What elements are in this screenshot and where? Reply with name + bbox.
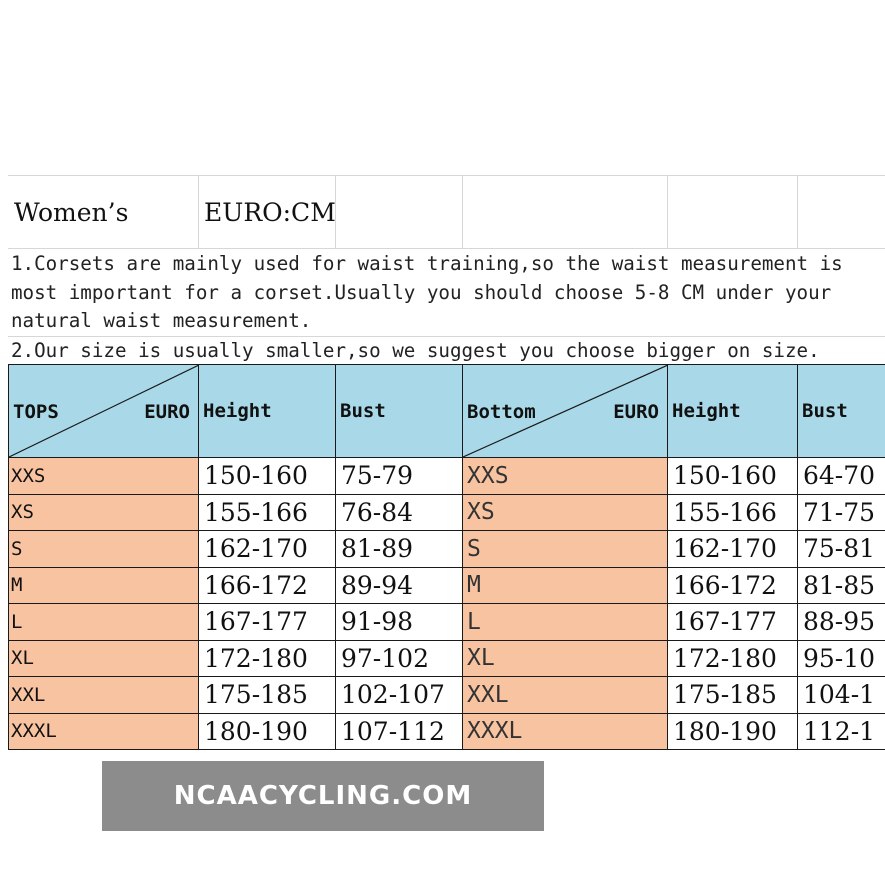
- height-cell: 155-166: [199, 494, 336, 531]
- bottom-size-cell: M: [463, 567, 668, 604]
- bottom-height-cell: 175-185: [668, 677, 798, 714]
- size-table: [8, 364, 885, 750]
- table-row: [9, 458, 885, 495]
- height-header: Height: [199, 365, 336, 458]
- bottom-height-cell: 180-190: [668, 713, 798, 750]
- table-row: [9, 640, 885, 677]
- bottom-height-cell: 172-180: [668, 640, 798, 677]
- size-cell: XS: [9, 494, 199, 531]
- bust-cell: 81-89: [336, 531, 463, 568]
- bust-cell: 91-98: [336, 604, 463, 641]
- table-row: [9, 604, 885, 641]
- tops-label: TOPS: [13, 401, 59, 423]
- height-cell: 166-172: [199, 567, 336, 604]
- size-cell: XXXL: [9, 713, 199, 750]
- size-cell: XL: [9, 640, 199, 677]
- note1-line2: most important for a corset.Usually you should choose 5-8 CM under your: [11, 280, 832, 304]
- bottom-height-cell: 162-170: [668, 531, 798, 568]
- size-cell: XXS: [9, 458, 199, 495]
- note1-line3: natural waist measurement.: [11, 309, 312, 332]
- tops-euro-header: [9, 365, 199, 458]
- height-cell: 162-170: [199, 531, 336, 568]
- height-header-bottom: Height: [668, 365, 798, 458]
- table-row: [9, 494, 885, 531]
- bust-cell: 75-79: [336, 458, 463, 495]
- bottom-size-cell: XL: [463, 640, 668, 677]
- bottom-bust-cell: 81-85: [798, 567, 885, 604]
- table-row: [9, 713, 885, 750]
- bottom-size-cell: XS: [463, 494, 668, 531]
- bust-cell: 107-112: [336, 713, 463, 750]
- note-waist-training: [8, 249, 885, 337]
- unit-label: EURO:CM: [204, 198, 336, 227]
- bottom-bust-cell: 104-1: [798, 677, 885, 714]
- bottom-label: Bottom: [467, 401, 536, 423]
- bottom-bust-cell: 88-95: [798, 604, 885, 641]
- bottom-height-cell: 150-160: [668, 458, 798, 495]
- bottom-size-cell: S: [463, 531, 668, 568]
- bottom-size-cell: XXXL: [463, 713, 668, 750]
- bottom-size-cell: L: [463, 604, 668, 641]
- size-cell: S: [9, 531, 199, 568]
- table-header-row: [9, 365, 885, 458]
- watermark-text: NCAACYCLING.COM: [173, 781, 473, 811]
- note-size-advice: 2.Our size is usually smaller,so we suggest you choose bigger on size.: [11, 339, 820, 362]
- bottom-bust-cell: 112-1: [798, 713, 885, 750]
- height-cell: 180-190: [199, 713, 336, 750]
- bottom-bust-cell: 75-81: [798, 531, 885, 568]
- bottom-size-cell: XXS: [463, 458, 668, 495]
- watermark-banner: [102, 761, 544, 831]
- bust-header-bottom: Bust: [798, 365, 885, 458]
- size-cell: L: [9, 604, 199, 641]
- table-row: [9, 567, 885, 604]
- size-chart-sheet: [8, 175, 885, 746]
- note1-line1: 1.Corsets are mainly used for waist training,so the waist measurement is: [11, 252, 843, 275]
- height-cell: 175-185: [199, 677, 336, 714]
- bust-cell: 76-84: [336, 494, 463, 531]
- bust-cell: 97-102: [336, 640, 463, 677]
- bottom-euro-header: [463, 365, 668, 458]
- bottom-size-cell: XXL: [463, 677, 668, 714]
- size-cell: XXL: [9, 677, 199, 714]
- height-cell: 150-160: [199, 458, 336, 495]
- bottom-height-cell: 167-177: [668, 604, 798, 641]
- bust-header: Bust: [336, 365, 463, 458]
- bust-cell: 102-107: [336, 677, 463, 714]
- bottom-bust-cell: 64-70: [798, 458, 885, 495]
- height-cell: 167-177: [199, 604, 336, 641]
- table-row: [9, 677, 885, 714]
- size-cell: M: [9, 567, 199, 604]
- title-row: [8, 175, 885, 249]
- bottom-euro-label: EURO: [613, 401, 659, 423]
- table-row: [9, 531, 885, 568]
- bust-cell: 89-94: [336, 567, 463, 604]
- bottom-bust-cell: 71-75: [798, 494, 885, 531]
- bottom-height-cell: 155-166: [668, 494, 798, 531]
- tops-euro-label: EURO: [144, 401, 190, 423]
- bottom-height-cell: 166-172: [668, 567, 798, 604]
- height-cell: 172-180: [199, 640, 336, 677]
- bottom-bust-cell: 95-10: [798, 640, 885, 677]
- page-title: Women’s: [14, 198, 129, 227]
